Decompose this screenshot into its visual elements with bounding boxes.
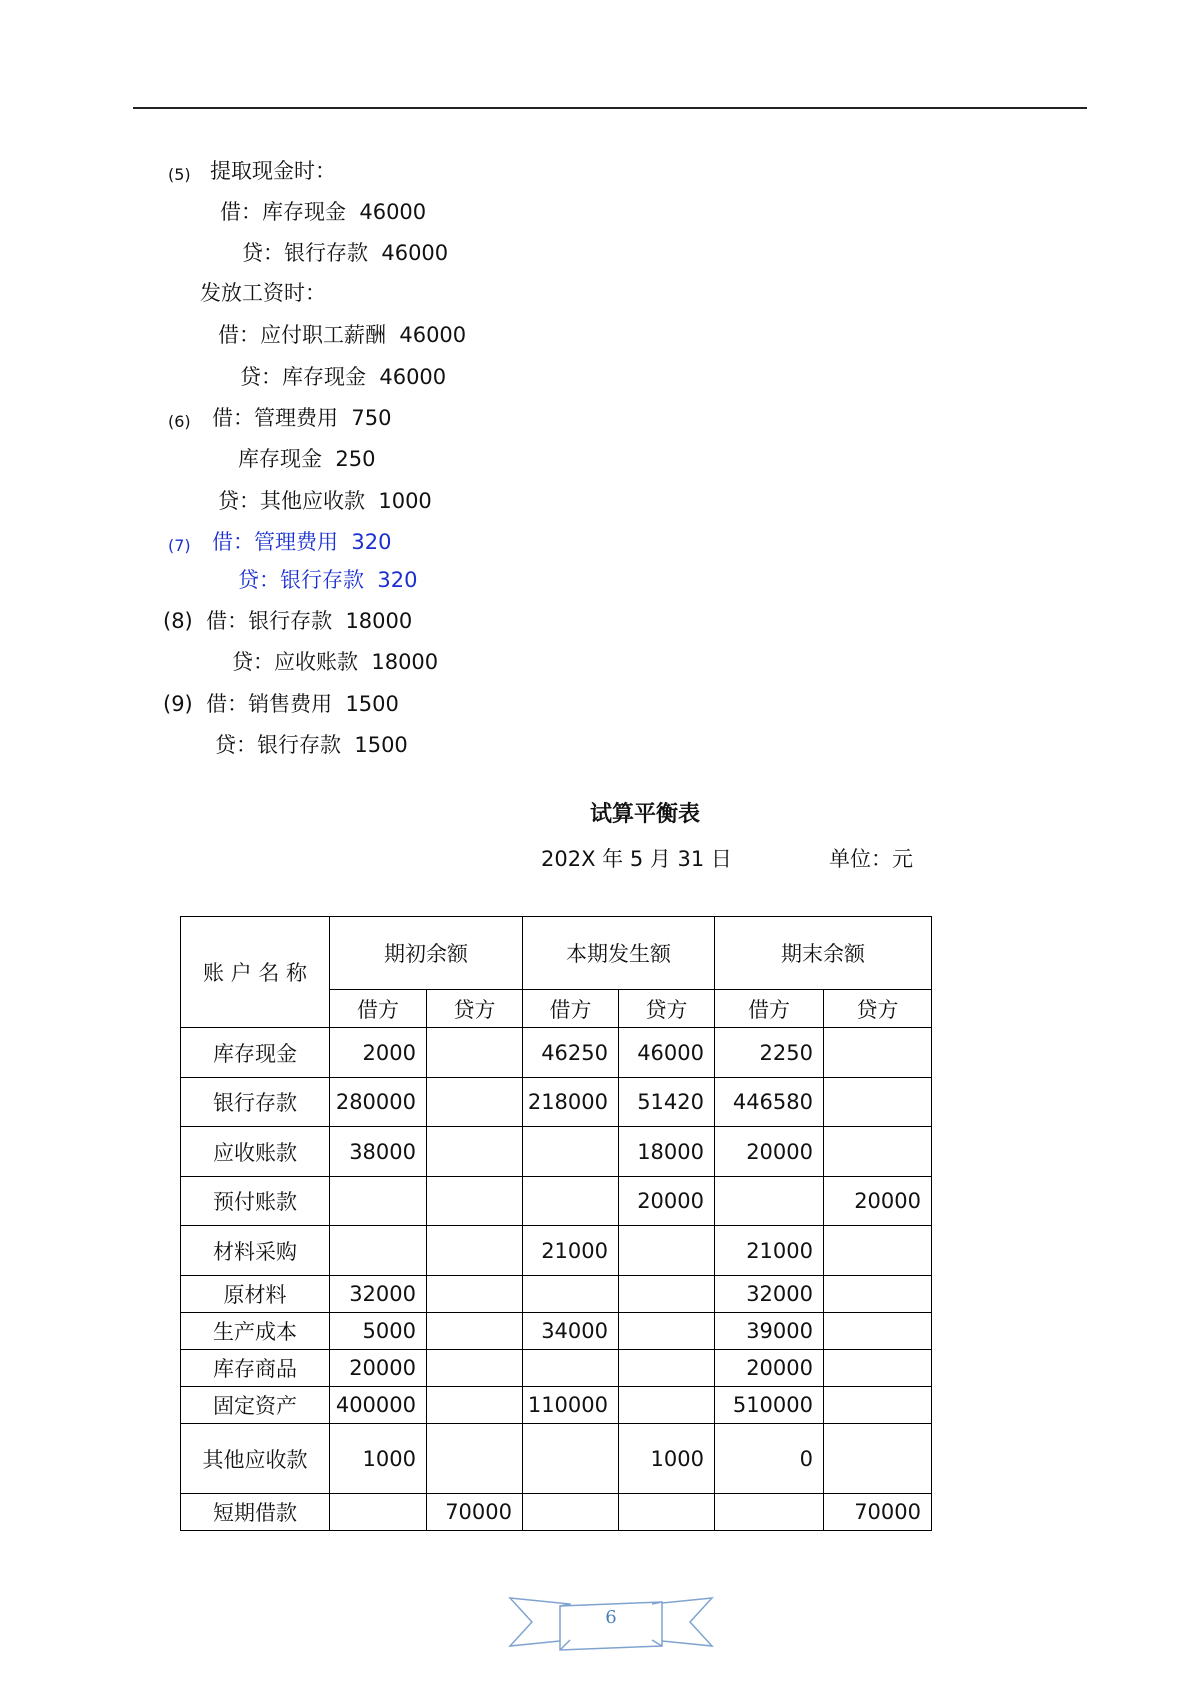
closing-debit: 20000 xyxy=(715,1350,824,1387)
account-name: 应收账款 xyxy=(181,1127,330,1177)
subheader-credit: 贷方 xyxy=(824,990,932,1028)
closing-credit xyxy=(824,1313,932,1350)
entry-line: 库存现金 250 xyxy=(238,447,376,471)
subheader-debit: 借方 xyxy=(523,990,619,1028)
closing-debit: 32000 xyxy=(715,1276,824,1313)
period-credit xyxy=(619,1313,715,1350)
entry-line: (9) 借：销售费用 1500 xyxy=(163,692,399,716)
period-credit: 1000 xyxy=(619,1424,715,1494)
closing-debit: 510000 xyxy=(715,1387,824,1424)
account-name: 原材料 xyxy=(181,1276,330,1313)
entry-line: 贷：银行存款 320 xyxy=(238,568,418,592)
opening-debit: 5000 xyxy=(330,1313,427,1350)
entry-line: 提取现金时： xyxy=(210,159,336,183)
period-debit xyxy=(523,1127,619,1177)
header-closing-balance: 期末余额 xyxy=(715,917,932,990)
account-name: 短期借款 xyxy=(181,1494,330,1531)
table-unit: 单位：元 xyxy=(829,847,913,871)
table-row xyxy=(181,1127,932,1177)
entry-line: 贷：银行存款 46000 xyxy=(242,241,449,265)
opening-credit xyxy=(427,1276,523,1313)
table-title: 试算平衡表 xyxy=(589,802,700,827)
header-period-amount: 本期发生额 xyxy=(523,917,715,990)
table-row xyxy=(181,1177,932,1226)
closing-credit xyxy=(824,1078,932,1127)
opening-debit: 280000 xyxy=(330,1078,427,1127)
subheader-debit: 借方 xyxy=(715,990,824,1028)
subheader-credit: 贷方 xyxy=(427,990,523,1028)
page-number: 6 xyxy=(605,1607,617,1628)
account-name: 固定资产 xyxy=(181,1387,330,1424)
account-name: 银行存款 xyxy=(181,1078,330,1127)
entry-line: 借：应付职工薪酬 46000 xyxy=(218,323,467,347)
entry-number: (6) xyxy=(168,412,191,431)
account-name: 生产成本 xyxy=(181,1313,330,1350)
account-name: 库存商品 xyxy=(181,1350,330,1387)
closing-debit: 21000 xyxy=(715,1226,824,1276)
period-credit: 51420 xyxy=(619,1078,715,1127)
table-date: 202X 年 5 月 31 日 xyxy=(541,847,732,871)
opening-debit: 38000 xyxy=(330,1127,427,1177)
account-name: 其他应收款 xyxy=(181,1424,330,1494)
closing-credit: 20000 xyxy=(824,1177,932,1226)
header-rule xyxy=(133,107,1087,109)
closing-credit xyxy=(824,1127,932,1177)
opening-credit xyxy=(427,1078,523,1127)
table-row xyxy=(181,1226,932,1276)
table-row xyxy=(181,1494,932,1531)
opening-credit: 70000 xyxy=(427,1494,523,1531)
period-debit xyxy=(523,1350,619,1387)
closing-credit xyxy=(824,1276,932,1313)
opening-debit xyxy=(330,1177,427,1226)
period-credit: 18000 xyxy=(619,1127,715,1177)
table-row xyxy=(181,1078,932,1127)
closing-debit xyxy=(715,1494,824,1531)
closing-debit: 39000 xyxy=(715,1313,824,1350)
opening-credit xyxy=(427,1226,523,1276)
header-opening-balance: 期初余额 xyxy=(330,917,523,990)
closing-credit xyxy=(824,1226,932,1276)
page-footer xyxy=(508,1590,714,1652)
table-row xyxy=(181,1276,932,1313)
subheader-credit: 贷方 xyxy=(619,990,715,1028)
closing-debit: 20000 xyxy=(715,1127,824,1177)
account-name: 材料采购 xyxy=(181,1226,330,1276)
closing-credit: 70000 xyxy=(824,1494,932,1531)
period-debit xyxy=(523,1494,619,1531)
opening-credit xyxy=(427,1424,523,1494)
closing-debit: 446580 xyxy=(715,1078,824,1127)
entry-line: 贷：其他应收款 1000 xyxy=(218,489,432,513)
opening-debit: 1000 xyxy=(330,1424,427,1494)
entry-line: (8) 借：银行存款 18000 xyxy=(163,609,413,633)
opening-credit xyxy=(427,1350,523,1387)
period-credit: 46000 xyxy=(619,1028,715,1078)
entry-number: (7) xyxy=(168,536,191,555)
opening-debit xyxy=(330,1494,427,1531)
entry-line: 借：管理费用 750 xyxy=(212,406,392,430)
header-account-name: 账 户 名 称 xyxy=(181,917,330,1028)
period-debit xyxy=(523,1424,619,1494)
entry-line: 借：库存现金 46000 xyxy=(220,200,427,224)
opening-debit: 20000 xyxy=(330,1350,427,1387)
opening-debit: 400000 xyxy=(330,1387,427,1424)
period-credit xyxy=(619,1387,715,1424)
opening-debit: 2000 xyxy=(330,1028,427,1078)
period-credit: 20000 xyxy=(619,1177,715,1226)
entry-line: 贷：银行存款 1500 xyxy=(215,733,408,757)
period-debit: 21000 xyxy=(523,1226,619,1276)
period-credit xyxy=(619,1350,715,1387)
trial-balance-table xyxy=(180,916,932,1531)
table-row xyxy=(181,1387,932,1424)
closing-debit xyxy=(715,1177,824,1226)
opening-credit xyxy=(427,1387,523,1424)
period-debit xyxy=(523,1276,619,1313)
closing-debit: 0 xyxy=(715,1424,824,1494)
table-row xyxy=(181,1028,932,1078)
entry-line: 发放工资时： xyxy=(200,281,326,305)
period-debit: 34000 xyxy=(523,1313,619,1350)
closing-debit: 2250 xyxy=(715,1028,824,1078)
entry-number: (5) xyxy=(168,165,191,184)
account-name: 预付账款 xyxy=(181,1177,330,1226)
table-row xyxy=(181,1313,932,1350)
table-row xyxy=(181,1350,932,1387)
table-row xyxy=(181,1424,932,1494)
period-debit: 110000 xyxy=(523,1387,619,1424)
opening-credit xyxy=(427,1127,523,1177)
opening-credit xyxy=(427,1028,523,1078)
period-debit: 46250 xyxy=(523,1028,619,1078)
entry-line: 贷：库存现金 46000 xyxy=(240,365,447,389)
opening-credit xyxy=(427,1313,523,1350)
entry-line: 借：管理费用 320 xyxy=(212,530,392,554)
closing-credit xyxy=(824,1387,932,1424)
period-credit xyxy=(619,1226,715,1276)
opening-debit xyxy=(330,1226,427,1276)
closing-credit xyxy=(824,1424,932,1494)
period-debit xyxy=(523,1177,619,1226)
account-name: 库存现金 xyxy=(181,1028,330,1078)
subheader-debit: 借方 xyxy=(330,990,427,1028)
period-credit xyxy=(619,1276,715,1313)
closing-credit xyxy=(824,1028,932,1078)
period-debit: 218000 xyxy=(523,1078,619,1127)
closing-credit xyxy=(824,1350,932,1387)
opening-credit xyxy=(427,1177,523,1226)
opening-debit: 32000 xyxy=(330,1276,427,1313)
period-credit xyxy=(619,1494,715,1531)
entry-line: 贷：应收账款 18000 xyxy=(232,650,439,674)
